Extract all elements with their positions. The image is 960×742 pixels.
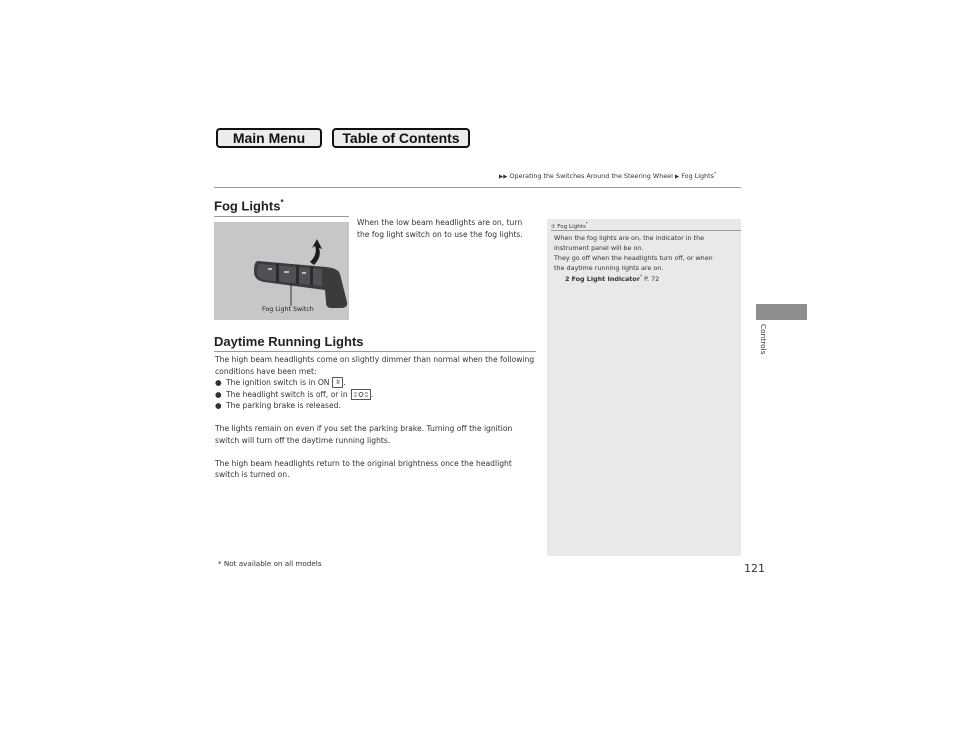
drl-paragraph-line: switch is turned on.	[215, 470, 290, 479]
reference-label: Fog Light Indicator	[571, 275, 640, 284]
drl-rule	[214, 351, 536, 352]
breadcrumb-current: Fog Lights	[681, 172, 714, 181]
main-menu-button[interactable]: Main Menu	[216, 128, 322, 148]
drl-intro-line: The high beam headlights come on slightly dimmer than normal when the following	[215, 355, 535, 364]
breadcrumb	[499, 172, 716, 180]
note-line: When the fog lights are on, the indicator in the	[554, 234, 705, 242]
note-icon: ①	[551, 223, 556, 230]
drl-paragraph-line: The high beam headlights return to the original brightness once the headlight	[215, 458, 512, 468]
fog-lights-title-text: Fog Lights	[214, 198, 281, 214]
note-line: instrument panel will be on.	[554, 244, 644, 252]
note-line: They go off when the headlights turn off, or when	[554, 254, 713, 262]
bullet-item	[215, 400, 545, 412]
reference-arrow-icon: 2	[565, 275, 570, 284]
reference-page: P. 72	[644, 275, 660, 284]
bullet-icon: ●	[215, 389, 222, 399]
note-heading	[551, 221, 588, 230]
bullet-item: ● The headlight switch is off, or in .	[215, 389, 374, 399]
table-of-contents-button[interactable]: Table of Contents	[332, 128, 470, 148]
note-rule	[551, 230, 741, 231]
reference-asterisk: *	[639, 275, 643, 280]
page-number: 121	[744, 562, 765, 575]
controls-tab-label: Controls	[759, 324, 768, 355]
footnote: * Not available on all models	[218, 559, 322, 568]
bullet-text: The ignition switch is in ON	[226, 378, 330, 387]
figure-caption: Fog Light Switch	[262, 306, 314, 313]
fog-light-indicator-link[interactable]	[554, 273, 734, 284]
breadcrumb-section[interactable]: Operating the Switches Around the Steering Wheel	[509, 172, 673, 181]
fog-lights-line: When the low beam headlights are on, turn	[357, 218, 523, 227]
controls-tab[interactable]	[756, 304, 807, 320]
note-asterisk: *	[585, 221, 588, 226]
bullet-icon: ●	[215, 401, 222, 410]
fog-lights-title	[214, 198, 284, 213]
fog-lights-rule	[214, 216, 349, 217]
daytime-running-lights-title: Daytime Running Lights	[214, 334, 364, 349]
note-heading-text: Fog Lights	[557, 223, 586, 230]
drl-paragraph-line: switch will turn off the daytime running lights.	[215, 435, 391, 445]
ignition-on-icon: II	[332, 377, 343, 388]
drl-body	[215, 354, 545, 481]
note-line: the daytime running lights are on.	[554, 264, 664, 272]
breadcrumb-arrow-icon: ▶	[674, 174, 680, 181]
note-body	[554, 233, 734, 284]
drl-intro-line: conditions have been met:	[215, 366, 317, 376]
fog-lights-asterisk: *	[280, 198, 284, 207]
bullet-text: The parking brake is released.	[226, 401, 341, 410]
fog-lights-description	[357, 217, 537, 240]
bullet-item: ● The ignition switch is in ON II .	[215, 378, 346, 387]
drl-paragraph-line: The lights remain on even if you set the parking brake. Turning off the ignition	[215, 424, 513, 433]
parking-light-icon	[351, 389, 371, 400]
breadcrumb-asterisk: *	[713, 172, 717, 177]
fog-lights-line: the fog light switch on to use the fog lights.	[357, 229, 523, 239]
bullet-icon: ●	[215, 378, 222, 387]
header-rule	[214, 187, 741, 188]
breadcrumb-arrow-icon: ▶▶	[499, 174, 508, 181]
bullet-text: The headlight switch is off, or in	[226, 389, 348, 399]
